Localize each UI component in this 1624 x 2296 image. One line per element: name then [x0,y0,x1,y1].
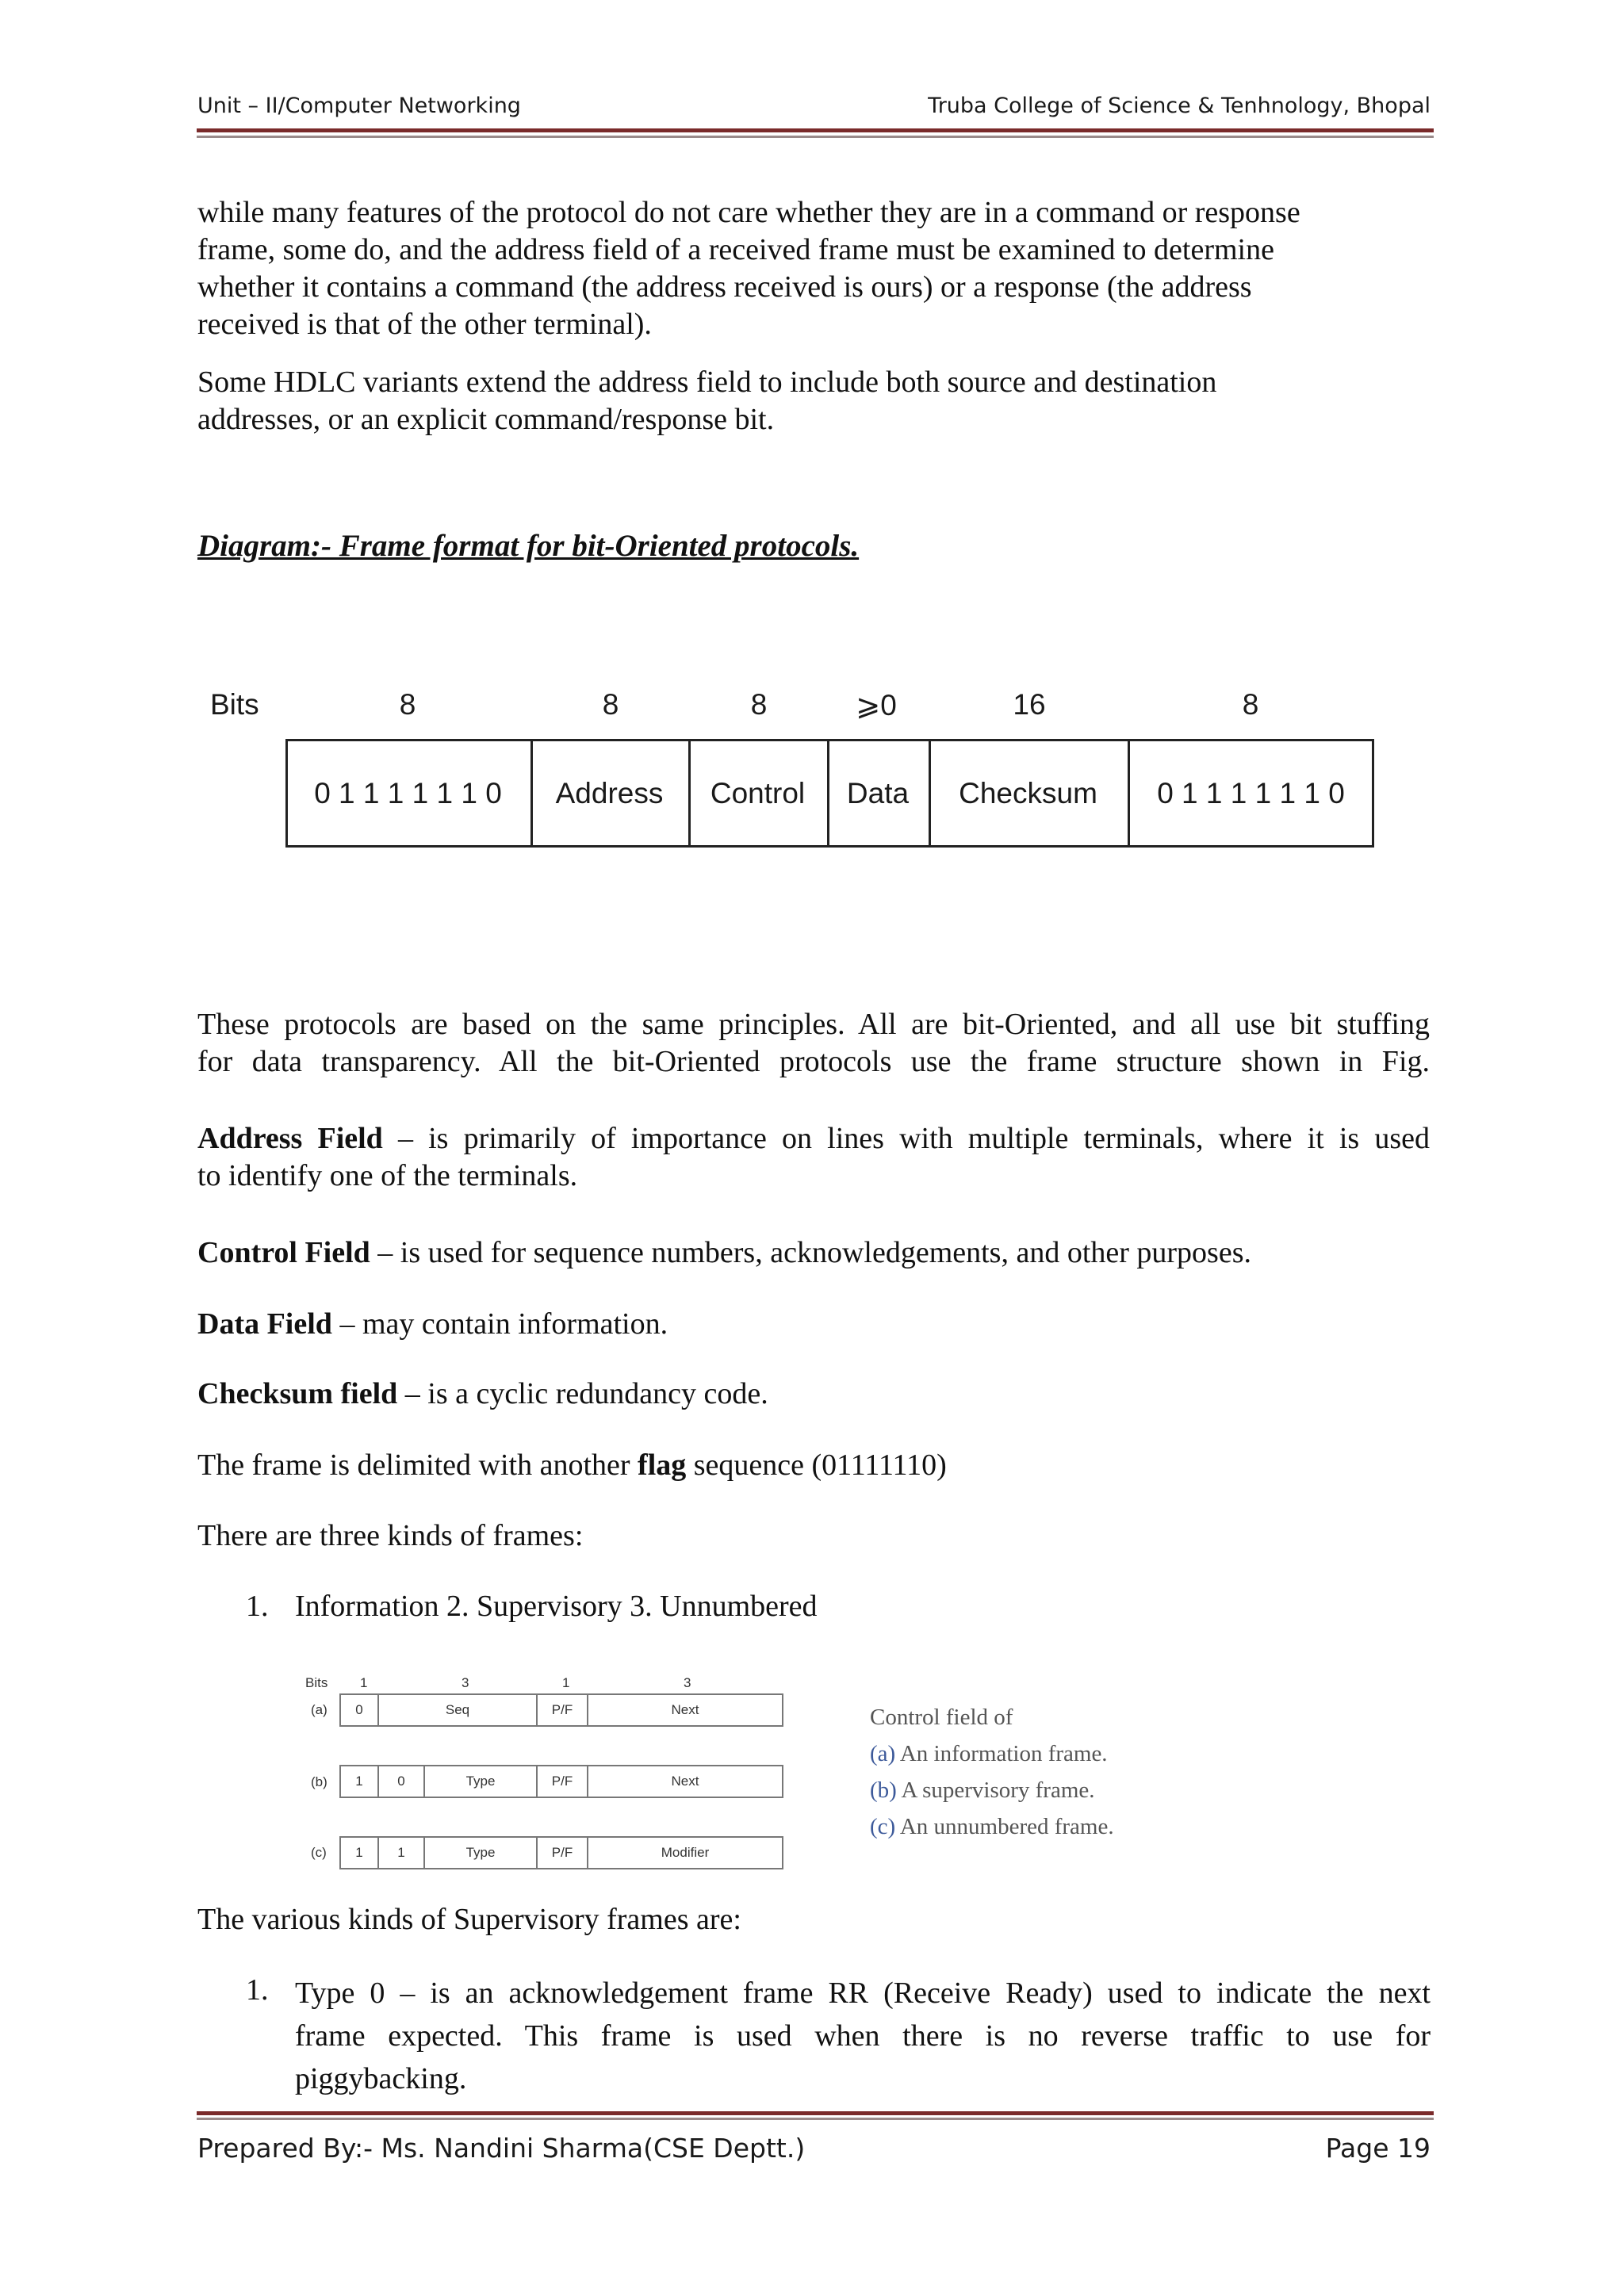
row-b-cell: 0 [379,1766,425,1797]
row-b-tag: (b) [311,1774,327,1789]
data-field-term: Data Field [197,1307,332,1341]
row-c-cell: Type [425,1838,538,1868]
supervisory-intro: The various kinds of Supervisory frames are: [197,1903,741,1936]
address-field-paragraph: Address Field – is primarily of importance on lines with multiple terminals, where it is used to identify one of the terminals. [197,1122,1430,1192]
control-bits-3b: 3 [684,1675,691,1690]
control-bits-1: 1 [360,1675,368,1690]
row-c-tag: (c) [311,1845,327,1860]
checksum-field-paragraph: Checksum field – is a cyclic redundancy code. [197,1377,768,1410]
flag-term: flag [638,1448,687,1482]
row-a-cell: Seq [379,1695,538,1725]
footer-rule-thick [197,2111,1434,2115]
row-b-cell: P/F [538,1766,588,1797]
field-control: Control [688,739,829,848]
field-data: Data [827,739,931,848]
body-paragraph: These protocols are based on the same principles. All are bit-Oriented, and all use bit stuffing for data transparency. All the bit-Oriented protocols use the frame structure shown in Fig. [197,1008,1430,1078]
row-b-cell: Next [671,1774,699,1789]
header-rule-thick [197,128,1434,132]
row-b-cell: Type [425,1766,538,1797]
address-field-term: Address Field [197,1122,383,1155]
bits-data: ⩾0 [856,689,897,721]
row-a-tag: (a) [311,1702,327,1717]
kinds-list-text: Information 2. Supervisory 3. Unnumbered [295,1590,818,1623]
flag-paragraph: The frame is delimited with another flag sequence (01111110) [197,1448,947,1482]
row-a [339,1693,783,1727]
bits-flag-start: 8 [399,688,416,721]
row-c [339,1836,783,1869]
field-flag-end: 0 1 1 1 1 1 1 0 [1157,776,1345,809]
row-a-cell: P/F [538,1695,588,1725]
data-field-paragraph: Data Field – may contain information. [197,1307,668,1341]
control-bits-1b: 1 [562,1675,570,1690]
intro-paragraph-2: Some HDLC variants extend the address field to include both source and destination addresses, or an explicit command/response bit. [197,365,1217,436]
row-b [339,1765,783,1798]
field-address: Address [530,739,691,848]
footer-rule-thin [197,2118,1434,2120]
field-checksum: Checksum [929,739,1130,848]
intro-paragraph-1: while many features of the protocol do not care whether they are in a command or response frame, some do, and the address field of a received frame must be examined to determine whether it contains a command (the address received is ours) or a response (the address received is that of the other terminal). [197,196,1300,341]
diagram-title: Diagram:- Frame format for bit-Oriented protocols. [197,529,860,563]
control-figure-caption: Control field of (a) An information frame. (b) A supervisory frame. (c) An unnumbered frame. [870,1705,1114,1839]
row-a-cell: Next [671,1702,699,1717]
checksum-field-term: Checksum field [197,1377,398,1410]
row-c-cell: 1 [379,1838,425,1868]
field-flag-start: 0 1 1 1 1 1 1 0 [285,739,533,848]
supervisory-item-number: 1. [246,1973,269,2007]
row-a-cell: 0 [341,1695,379,1725]
bits-address: 8 [602,688,619,721]
row-c-cell: 1 [341,1838,379,1868]
kinds-intro: There are three kinds of frames: [197,1519,584,1552]
bits-label: Bits [210,688,259,721]
kinds-list-number: 1. [246,1590,269,1623]
header-left: Unit – II/Computer Networking [197,94,521,118]
bits-flag-end: 8 [1242,688,1259,721]
footer-left: Prepared By:- Ms. Nandini Sharma(CSE Deptt.) [197,2133,806,2164]
page-number: Page 19 [1325,2133,1431,2164]
control-bits-3: 3 [462,1675,469,1690]
bits-control: 8 [750,688,768,721]
row-b-cell: 1 [341,1766,379,1797]
control-field-paragraph: Control Field – is used for sequence numbers, acknowledgements, and other purposes. [197,1236,1251,1269]
control-bits-label: Bits [305,1675,328,1690]
bits-checksum: 16 [1013,688,1046,721]
header-rule-thin [197,136,1434,138]
row-c-cell: Modifier [661,1845,710,1860]
control-field-term: Control Field [197,1236,370,1269]
supervisory-item-text: Type 0 – is an acknowledgement frame RR (Receive Ready) used to indicate the next frame expected. This frame is used when there is no reverse traffic to use for piggybacking. [295,1976,1431,2095]
row-c-cell: P/F [538,1838,588,1868]
header-right: Truba College of Science & Tenhnology, Bhopal [928,94,1431,118]
